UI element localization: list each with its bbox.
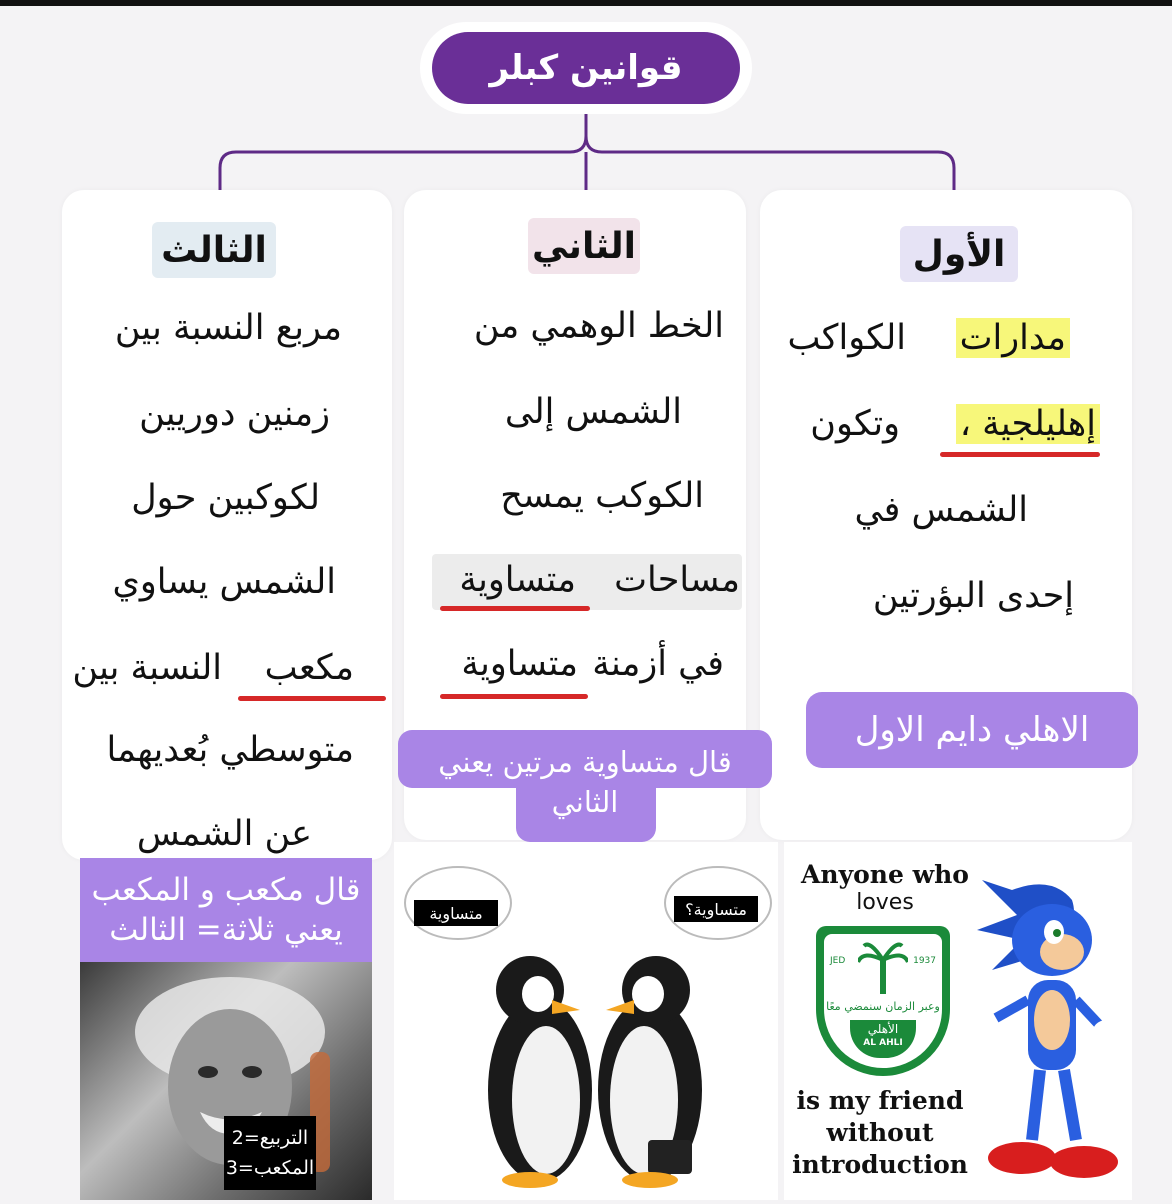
logo-name-ar: الأهلي [867,1022,899,1036]
logo-year-left: JED [830,956,846,966]
third-line-3: لكوكبين حول [131,478,320,518]
caption-first: الاهلي دايم الاول [806,692,1138,768]
second-line-1: الخط الوهمي من [473,306,724,346]
third-line-6: متوسطي بُعديهما [106,730,354,770]
second-line-3: الكوكب يمسح [500,476,704,516]
logo-motto: وعبر الزمان سنمضي معًا [826,1000,940,1013]
sonic-text-5: introduction [792,1150,968,1179]
sonic-text-4: without [826,1118,934,1147]
heading-first: الأول [900,226,1018,282]
left-bubble-label: متساوية [414,900,498,926]
sonic-text-1: Anyone who [801,860,969,889]
heading-second: الثاني [528,218,640,274]
logo-year-right: 1937 [913,956,936,966]
first-line-1a: الكواكب [787,318,906,358]
caption-third: قال مكعب و المكعب يعني ثلاثة= الثالث [80,858,372,962]
first-line-2a: وتكون [810,404,900,444]
second-line-2: الشمس إلى [504,392,682,432]
third-line-4: الشمس يساوي [112,562,336,602]
first-line-1b: مدارات [956,318,1070,358]
first-line-4: إحدى البؤرتين [872,576,1074,616]
sonic-character-icon [972,870,1122,1190]
einstein-label-line2: المكعب=3 [225,1157,315,1179]
second-line-4b: متساوية [459,560,576,600]
heading-third: الثالث [152,222,276,278]
page-title: قوانين كبلر [432,32,740,104]
third-line-2: زمنين دوريين [139,394,330,434]
palm-tree-icon [858,940,908,996]
third-line-1: مربع النسبة بين [114,308,342,348]
sonic-text-2: loves [856,890,914,915]
caption-second-text: قال متساوية مرتين يعني الثاني [438,745,732,819]
third-line-5a: مكعب [264,648,354,688]
second-underline-2 [440,694,588,699]
penguins-icon [460,940,730,1190]
third-line-5b: النسبة بين [72,648,222,688]
al-ahli-logo [816,926,950,1076]
third-underline [238,696,386,701]
second-line-4a: مساحات [614,560,740,600]
einstein-label [224,1116,316,1190]
third-line-7: عن الشمس [136,814,312,854]
sonic-text-3: is my friend [796,1086,964,1115]
first-underline [940,452,1100,457]
second-line-5b: متساوية [461,644,578,684]
right-bubble-label: متساوية؟ [674,896,758,922]
first-line-3: الشمس في [854,490,1028,530]
first-line-2b: إهليلجية ، [956,404,1100,444]
second-line-5a: في أزمنة [592,644,724,684]
top-edge [0,0,1172,6]
einstein-label-line1: التربيع=2 [231,1127,309,1149]
second-underline-1 [440,606,590,611]
logo-name-en: AL AHLI [863,1038,903,1048]
